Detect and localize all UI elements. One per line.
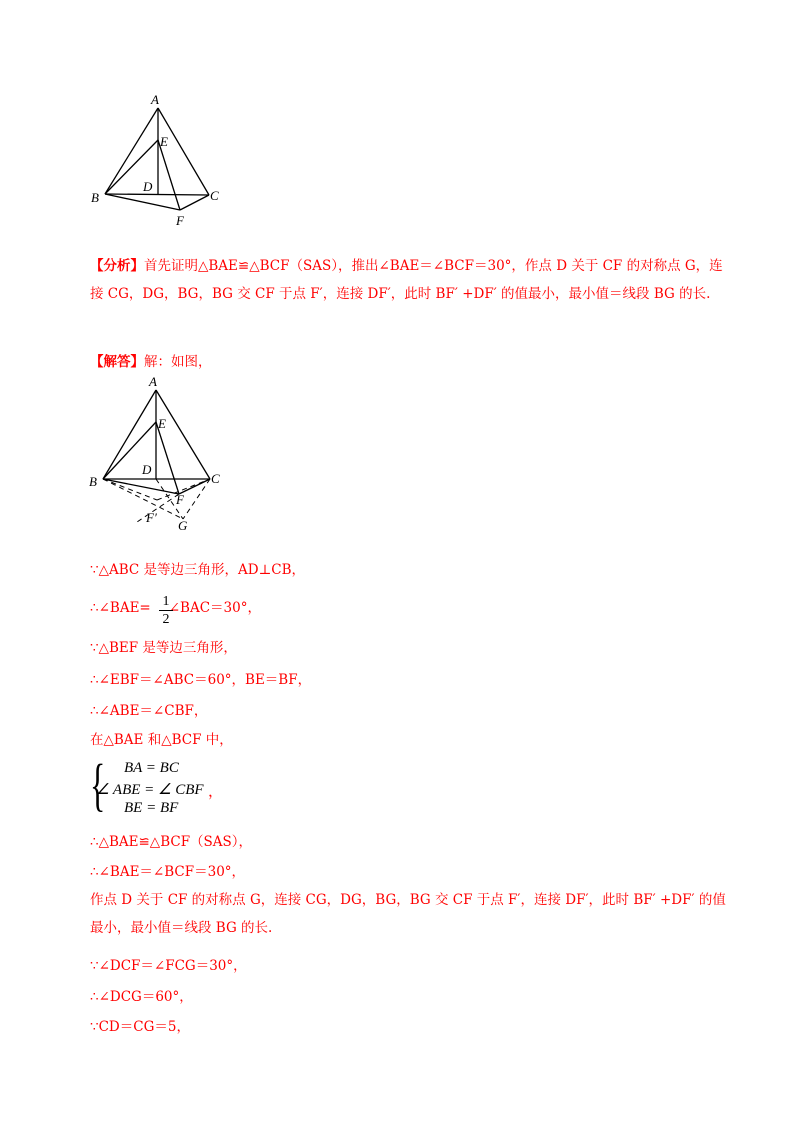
step-2-post: ∠BAC＝30°， [168,600,261,616]
step-9: 作点 D 关于 CF 的对称点 G，连接 CG，DG，BG，BG 交 CF 于点 F′，连接 DF′，此时 BF′ +DF′ 的值最小，最小值＝线段 BG 的长. [90,892,726,936]
label-G: G [178,518,188,533]
analysis-paragraph [90,252,730,308]
step-1: ∵△ABC 是等边三角形，AD⊥CB， [90,562,306,578]
analysis-tag: 【分析】 [90,258,144,274]
left-brace: { [90,752,106,817]
system-row-3: BE = BF [124,800,179,816]
step-8: ∴∠BAE＝∠BCF＝30°， [90,864,246,880]
analysis-text: 首先证明△BAE≌△BCF（SAS），推出∠BAE＝∠BCF＝30°，作点 D 关于 CF 的对称点 G，连接 CG，DG，BG，BG 交 CF 于点 F′，连接 DF′，此时 BF′ +DF′ 的值最小，最小值＝线段 BG 的长. [90,258,723,302]
fraction-denominator: 2 [162,612,170,627]
figure-1 [85,90,235,235]
fraction-one-half [159,594,173,627]
label-A: A [149,374,157,389]
label-F: F [176,492,184,507]
label-E: E [160,134,168,149]
step-6: 在△BAE 和△BCF 中， [90,732,233,748]
label-B: B [91,190,99,205]
label-B: B [89,474,97,489]
step-12: ∵CD＝CG＝5， [90,1019,190,1035]
step-2-pre: ∴∠BAE= [90,600,151,616]
step-5: ∴∠ABE＝∠CBF， [90,703,208,719]
step-10: ∵∠DCF＝∠FCG＝30°， [90,958,247,974]
solution-tag: 【解答】 [90,354,144,370]
step-2 [90,598,261,618]
label-F-prime: F′ [146,510,157,525]
step-11: ∴∠DCG＝60°， [90,989,193,1005]
system-row-2: ∠ ABE = ∠ CBF [96,782,204,798]
solution-intro: 解：如图， [144,354,212,370]
step-7: ∴△BAE≌△BCF（SAS）， [90,834,253,850]
label-E: E [158,416,166,431]
label-D: D [143,179,153,194]
figure-2 [85,372,235,537]
solution-heading [90,352,212,372]
fraction-numerator: 1 [162,594,170,609]
label-F: F [176,213,184,228]
label-C: C [211,471,220,486]
system-comma: ， [208,784,224,800]
step-3: ∵△BEF 是等边三角形， [90,640,237,656]
label-D: D [142,462,152,477]
label-A: A [151,92,159,107]
step-4: ∴∠EBF＝∠ABC＝60°，BE＝BF， [90,672,312,688]
label-C: C [210,188,219,203]
system-row-1: BA = BC [124,760,179,776]
